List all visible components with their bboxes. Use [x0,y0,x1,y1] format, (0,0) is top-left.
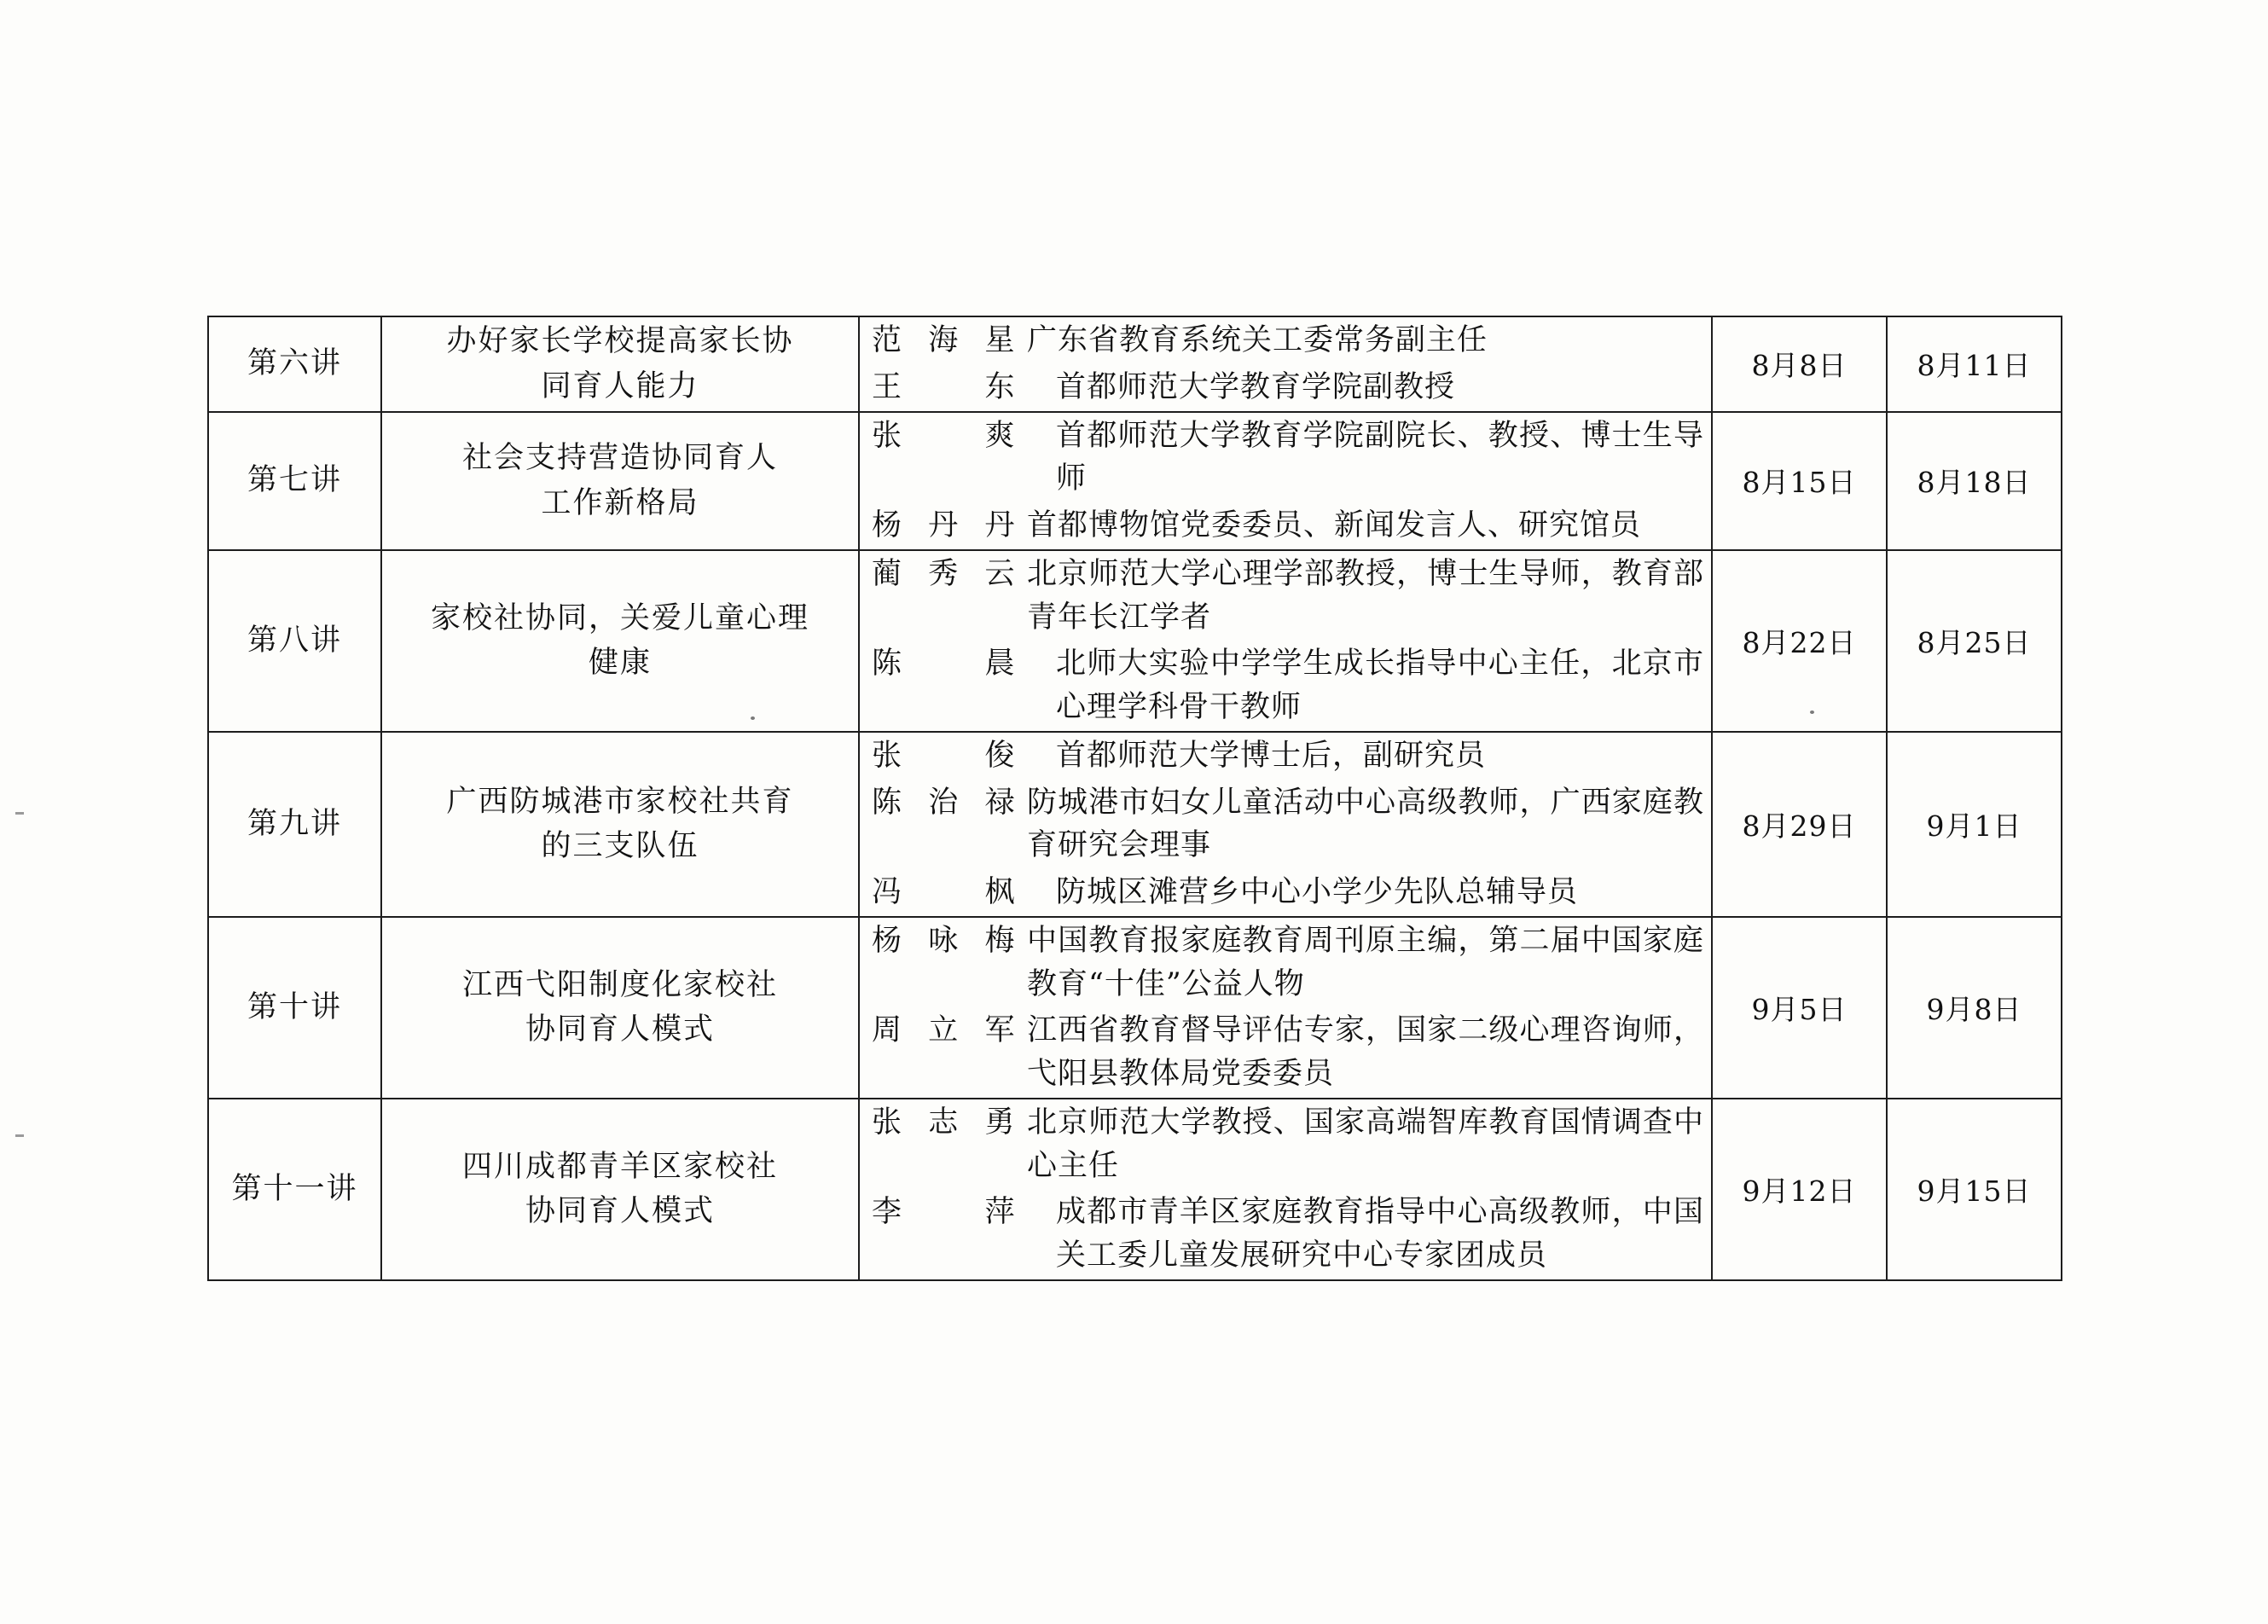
lecture-topic-cell [381,550,859,732]
repeat-broadcast-date-cell: 9月1日 [1887,732,2062,917]
lecture-schedule-table [207,316,2062,1281]
repeat-broadcast-date-cell: 8月25日 [1887,550,2062,732]
speaker-affiliation: 防城港市妇女儿童活动中心高级教师，广西家庭教育研究会理事 [1027,785,1704,863]
first-broadcast-date-cell: 9月5日 [1712,917,1887,1099]
lecture-topic-cell [381,917,859,1099]
table-row [208,917,2062,1099]
speaker-name: 陈 晨 [872,647,1015,682]
speaker-entry [860,364,1711,411]
repeat-broadcast-date-cell: 8月18日 [1887,412,2062,550]
speaker-affiliation: 首都博物馆党委委员、新闻发言人、研究馆员 [1027,508,1642,542]
speaker-entry [860,1007,1711,1098]
table-row [208,550,2062,732]
speaker-name: 周立军 [872,1013,1015,1048]
speaker-affiliation: 中国教育报家庭教育周刊原主编，第二届中国家庭教育“十佳”公益人物 [1027,923,1704,1001]
topic-line: 家校社协同，关爱儿童心理 [430,600,809,635]
table-row [208,1099,2062,1280]
speaker-affiliation: 江西省教育督导评估专家，国家二级心理咨询师，弋阳县教体局党委委员 [1027,1013,1704,1091]
speaker-name: 陈治禄 [872,785,1015,820]
speaker-name: 杨咏梅 [872,923,1015,958]
speaker-entry [860,317,1711,364]
lesson-number-cell: 第六讲 [208,316,381,412]
speaker-affiliation: 北京师范大学教授、国家高端智库教育国情调查中心主任 [1027,1105,1704,1183]
lesson-number-cell: 第十一讲 [208,1099,381,1280]
speaker-cell [859,316,1712,412]
speaker-affiliation: 首都师范大学教育学院副院长、教授、博士生导师 [1056,418,1704,496]
first-broadcast-date-cell: 8月15日 [1712,412,1887,550]
speaker-name: 蔺秀云 [872,556,1015,591]
topic-line: 办好家长学校提高家长协 [446,324,794,359]
table-row [208,316,2062,412]
speaker-cell [859,550,1712,732]
speaker-cell [859,412,1712,550]
topic-line: 社会支持营造协同育人 [461,441,778,476]
lecture-topic-cell [381,732,859,917]
speaker-entry [860,869,1711,916]
speaker-affiliation: 北京师范大学心理学部教授，博士生导师，教育部青年长江学者 [1027,556,1704,635]
speaker-cell [859,732,1712,917]
lesson-number-cell: 第七讲 [208,412,381,550]
speaker-name: 冯 枫 [872,875,1015,909]
speaker-entry [860,551,1711,641]
table-row [208,412,2062,550]
first-broadcast-date-cell: 8月8日 [1712,316,1887,412]
speaker-entry [860,918,1711,1008]
table-row [208,732,2062,917]
topic-line: 工作新格局 [541,485,699,520]
speaker-entry [860,502,1711,549]
speaker-entry [860,733,1711,780]
speaker-cell [859,1099,1712,1280]
speaker-affiliation: 首都师范大学博士后，副研究员 [1056,738,1487,773]
topic-line: 协同育人模式 [525,1194,715,1229]
first-broadcast-date-cell: 9月12日 [1712,1099,1887,1280]
speaker-name: 范海星 [872,323,1015,357]
topic-line: 健康 [588,646,652,681]
lesson-number-cell: 第九讲 [208,732,381,917]
repeat-broadcast-date-cell: 8月11日 [1887,316,2062,412]
first-broadcast-date-cell: 8月29日 [1712,732,1887,917]
lecture-topic-cell [381,412,859,550]
scan-margin-mark [15,812,24,815]
repeat-broadcast-date-cell: 9月15日 [1887,1099,2062,1280]
speaker-affiliation: 北师大实验中学学生成长指导中心主任，北京市心理学科骨干教师 [1056,647,1704,724]
scan-margin-mark [15,1134,24,1137]
topic-line: 同育人能力 [541,368,699,403]
topic-line: 协同育人模式 [525,1012,715,1047]
lesson-number-cell: 第八讲 [208,550,381,732]
speaker-name: 李 萍 [872,1195,1015,1230]
repeat-broadcast-date-cell: 9月8日 [1887,917,2062,1099]
topic-line: 江西弋阳制度化家校社 [461,967,778,1002]
speaker-affiliation: 成都市青羊区家庭教育指导中心高级教师，中国关工委儿童发展研究中心专家团成员 [1056,1195,1704,1273]
speaker-entry [860,1099,1711,1190]
first-broadcast-date-cell: 8月22日 [1712,550,1887,732]
topic-line: 广西防城港市家校社共育 [446,784,794,819]
speaker-affiliation: 防城区滩营乡中心小学少先队总辅导员 [1056,875,1579,909]
lesson-number-cell: 第十讲 [208,917,381,1099]
speaker-entry [860,413,1711,503]
speaker-entry [860,780,1711,870]
speaker-name: 张 俊 [872,738,1015,773]
topic-line: 四川成都青羊区家校社 [461,1149,778,1184]
speaker-cell [859,917,1712,1099]
speaker-name: 张 爽 [872,418,1015,453]
speaker-name: 王 东 [872,369,1015,404]
speaker-affiliation: 首都师范大学教育学院副教授 [1056,369,1456,404]
speaker-entry [860,1189,1711,1279]
speaker-affiliation: 广东省教育系统关工委常务副主任 [1027,323,1488,357]
speaker-name: 张志勇 [872,1105,1015,1140]
lecture-topic-cell [381,316,859,412]
speaker-name: 杨丹丹 [872,508,1015,542]
speaker-entry [860,641,1711,731]
lecture-topic-cell [381,1099,859,1280]
topic-line: 的三支队伍 [541,829,699,864]
